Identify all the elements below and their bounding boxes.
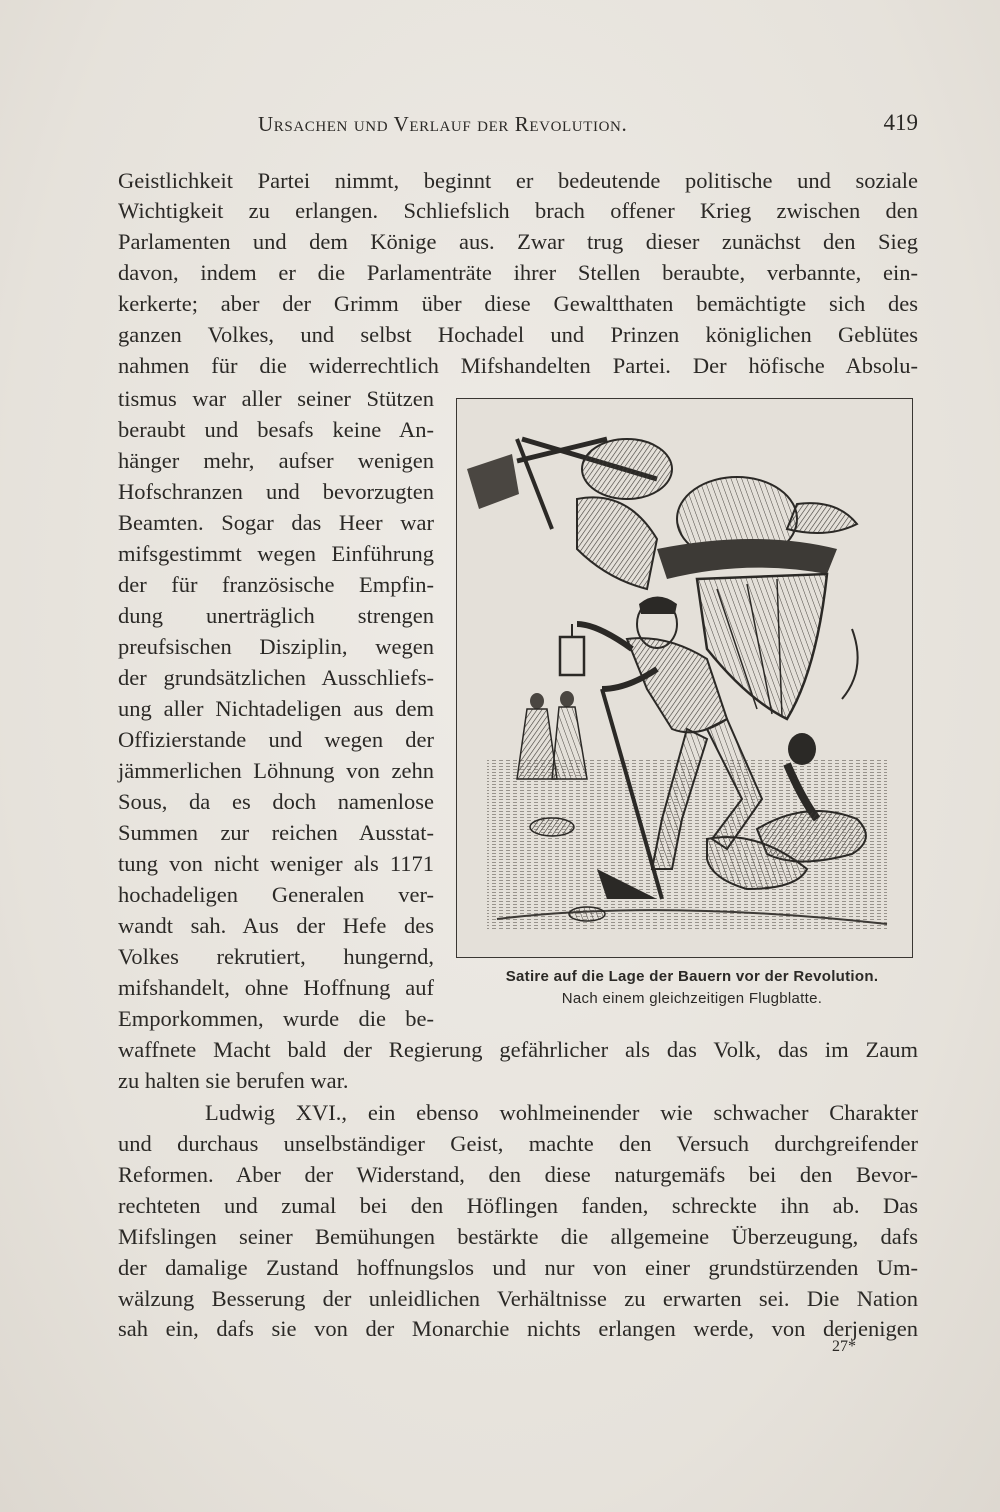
paragraph-start-line: Ludwig XVI., ein ebenso wohlmeinender wie schwacher Charakter [205, 1100, 918, 1125]
figure-caption [462, 966, 922, 1010]
column-line: Sous, da es doch namenlose [118, 789, 434, 814]
column-line: Beamten. Sogar das Heer war [118, 510, 434, 535]
text-line: nahmen für die widerrechtlich Mifshandelten Partei. Der höfische Absolu- [118, 353, 918, 378]
running-head [118, 112, 918, 146]
figure-illustration [456, 398, 913, 958]
signature-mark: 27* [832, 1338, 856, 1355]
column-line: Emporkommen, wurde die be- [118, 1006, 434, 1031]
caption-source: Nach einem gleichzeitigen Flugblatte. [561, 990, 823, 1007]
text-line: Wichtigkeit zu erlangen. Schliefslich brach offener Krieg zwischen den [118, 198, 918, 223]
column-line: ung aller Nichtadeligen aus dem [118, 696, 434, 721]
page-number: 419 [883, 110, 918, 135]
column-line: Volkes rekrutiert, hungernd, [118, 944, 434, 969]
column-line: Summen zur reichen Ausstat- [118, 820, 434, 845]
text-line: zu halten sie berufen war. [118, 1068, 349, 1093]
column-line: hochadeligen Generalen ver- [118, 882, 434, 907]
column-line: Hofschranzen und bevorzugten [118, 479, 434, 504]
text-line: waffnete Macht bald der Regierung gefährlicher als das Volk, das im Zaum [118, 1037, 918, 1062]
running-title: Ursachen und Verlauf der Revolution. [258, 112, 628, 136]
column-line: der grundsätzlichen Ausschliefs- [118, 665, 434, 690]
text-line: sah ein, dafs sie von der Monarchie nichts erlangen werde, von derjenigen [118, 1316, 918, 1341]
column-line: hänger mehr, aufser wenigen [118, 448, 434, 473]
text-line: davon, indem er die Parlamenträte ihrer Stellen beraubte, verbannte, ein- [118, 260, 918, 285]
column-line: mifsgestimmt wegen Einführung [118, 541, 434, 566]
text-line: Mifslingen seiner Bemühungen bestärkte die allgemeine Überzeugung, dafs [118, 1224, 918, 1249]
text-line: Parlamenten und dem Könige aus. Zwar trug dieser zunächst den Sieg [118, 229, 918, 254]
column-line: preufsischen Disziplin, wegen [118, 634, 434, 659]
column-line: jämmerlichen Löhnung von zehn [118, 758, 434, 783]
text-line: Reformen. Aber der Widerstand, den diese naturgemäfs bei den Bevor- [118, 1162, 918, 1187]
peasant-satire-engraving [457, 399, 912, 957]
text-line: rechteten und zumal bei den Höflingen fanden, schreckte ihn ab. Das [118, 1193, 918, 1218]
column-line: beraubt und besafs keine An- [118, 417, 434, 442]
text-line: der damalige Zustand hoffnungslos und nur von einer grundstürzenden Um- [118, 1255, 918, 1280]
caption-title: Satire auf die Lage der Bauern vor der Revolution. [505, 968, 879, 985]
text-line: kerkerte; aber der Grimm über diese Gewaltthaten bemächtigte sich des [118, 291, 918, 316]
column-line: wandt sah. Aus der Hefe des [118, 913, 434, 938]
text-line: Geistlichkeit Partei nimmt, beginnt er bedeutende politische und soziale [118, 168, 918, 193]
column-line: der für französische Empfin- [118, 572, 434, 597]
column-line: dung unerträglich strengen [118, 603, 434, 628]
column-line: Offizierstande und wegen der [118, 727, 434, 752]
text-line: und durchaus unselbständiger Geist, machte den Versuch durchgreifender [118, 1131, 918, 1156]
column-line: mifshandelt, ohne Hoffnung auf [118, 975, 434, 1000]
text-line: ganzen Volkes, und selbst Hochadel und Prinzen königlichen Geblütes [118, 322, 918, 347]
text-line: wälzung Besserung der unleidlichen Verhältnisse zu erwarten sei. Die Nation [118, 1286, 918, 1311]
column-line: tismus war aller seiner Stützen [118, 386, 434, 411]
column-line: tung von nicht weniger als 1171 [118, 851, 434, 876]
